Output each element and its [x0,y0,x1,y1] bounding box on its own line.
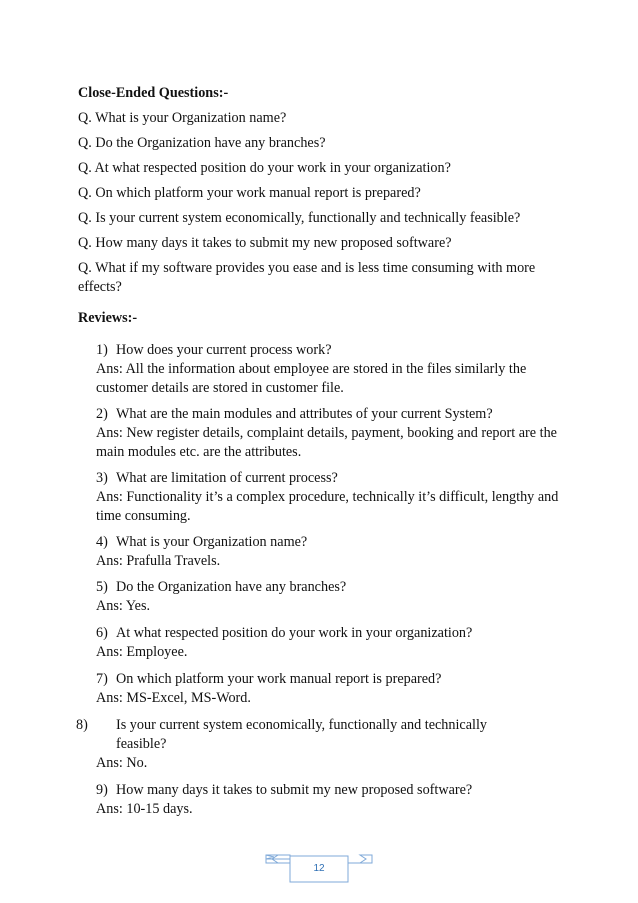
close-ended-question: Q. Do the Organization have any branches? [78,135,326,151]
review-number: 6) [96,625,108,641]
close-ended-heading: Close-Ended Questions:- [78,85,229,101]
review-number: 2) [96,406,108,422]
close-ended-question: Q. Is your current system economically, functionally and technically feasible? [78,210,521,226]
review-item [96,405,566,462]
review-question: 1) How does your current process work? [96,342,332,358]
review-number: 8) [76,717,88,733]
review-answer: Ans: Employee. [96,644,188,660]
review-number: 4) [96,534,108,550]
close-ended-question: Q. What is your Organization name? [78,110,287,126]
review-answer: Ans: No. [96,755,148,771]
page-number-footer [264,852,374,886]
review-question: 7) On which platform your work manual report is prepared? [96,671,442,687]
review-answer: Ans: Prafulla Travels. [96,553,221,569]
review-item [96,781,566,819]
review-item [96,670,566,708]
review-item [96,469,566,526]
review-number: 3) [96,470,108,486]
review-question: 3) What are limitation of current process? [96,470,338,486]
review-number: 9) [96,782,108,798]
review-question: 5) Do the Organization have any branches? [96,579,347,595]
review-answer: Ans: Functionality it’s a complex procedure, technically it’s difficult, lengthy and time consuming. [96,489,559,524]
close-ended-question: Q. What if my software provides you ease and is less time consuming with more effects? [78,260,536,295]
review-answer: Ans: New register details, complaint details, payment, booking and report are the main modules etc. are the attributes. [96,425,557,460]
review-number: 5) [96,579,108,595]
review-answer: Ans: 10-15 days. [96,801,193,817]
review-question: 2) What are the main modules and attributes of your current System? [96,406,493,422]
review-answer: Ans: MS-Excel, MS-Word. [96,690,251,706]
review-number: 7) [96,671,108,687]
review-item [76,716,526,773]
close-ended-question: Q. At what respected position do your work in your organization? [78,160,451,176]
close-ended-question: Q. How many days it takes to submit my new proposed software? [78,235,452,251]
review-question: 8) Is your current system economically, functionally and technically feasible? [76,717,487,752]
review-question: 9) How many days it takes to submit my new proposed software? [96,782,473,798]
close-ended-question: Q. On which platform your work manual report is prepared? [78,185,421,201]
review-item [96,624,566,662]
review-answer: Ans: All the information about employee are stored in the files similarly the customer details are stored in customer file. [96,361,527,396]
review-item [96,578,566,616]
reviews-heading: Reviews:- [78,310,138,326]
review-number: 1) [96,342,108,358]
review-answer: Ans: Yes. [96,598,151,614]
review-question: 6) At what respected position do your work in your organization? [96,625,473,641]
review-item [96,341,566,398]
review-item [96,533,566,571]
page-number: 12 [313,863,325,874]
review-question: 4) What is your Organization name? [96,534,308,550]
